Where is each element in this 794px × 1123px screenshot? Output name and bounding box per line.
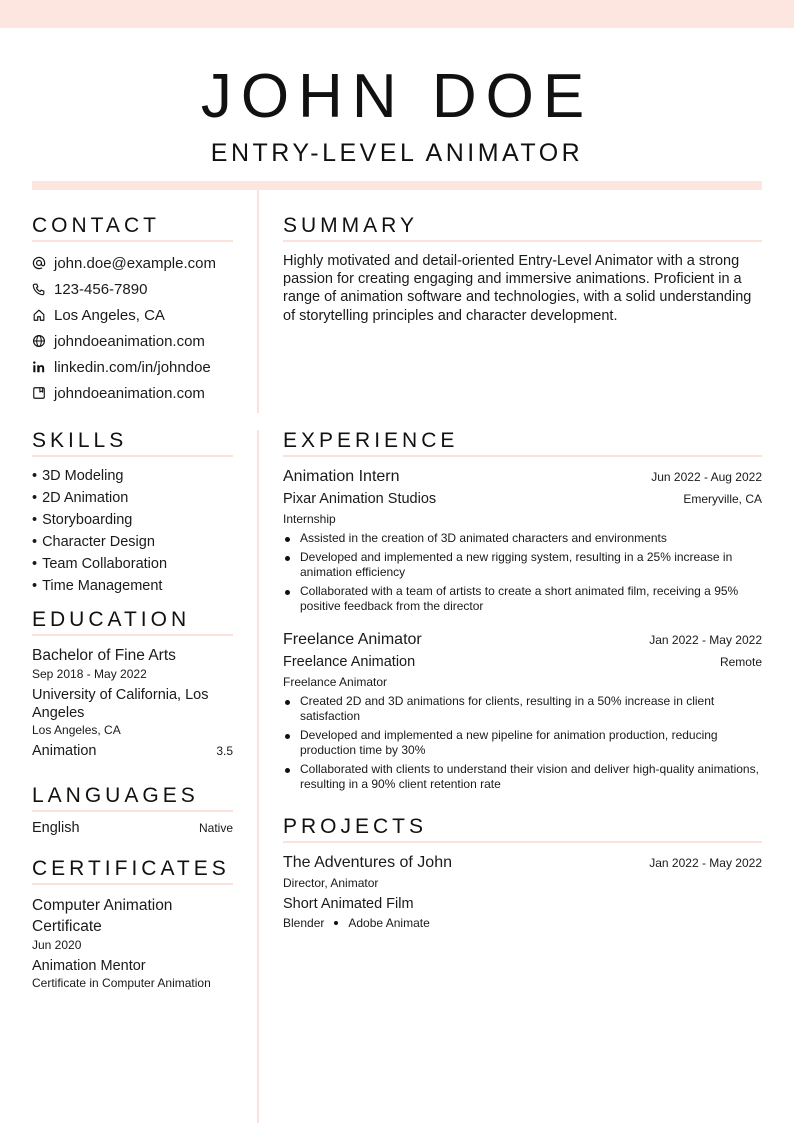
column-divider-top: [257, 190, 259, 413]
project-tool: Blender: [283, 916, 325, 930]
contact-item-portfolio[interactable]: [32, 380, 233, 406]
languages-section: [32, 784, 233, 836]
phone-icon: [32, 282, 46, 296]
skill-item: • Team Collaboration: [32, 553, 233, 575]
contact-item-location: [32, 302, 233, 328]
job-dates: Jan 2022 - May 2022: [649, 633, 762, 647]
languages-title: LANGUAGES: [32, 784, 233, 812]
skill-item: • Time Management: [32, 575, 233, 597]
job-company: Pixar Animation Studios: [283, 491, 437, 507]
certificates-section: [32, 857, 233, 991]
job-header: [283, 467, 762, 487]
resume-role: ENTRY-LEVEL ANIMATOR: [210, 139, 584, 167]
skill-item: • Storyboarding: [32, 509, 233, 531]
job-location: Emeryville, CA: [683, 492, 762, 506]
portfolio-icon: [32, 386, 46, 400]
experience-section: [283, 429, 762, 792]
job-bullets: [283, 531, 762, 614]
education-score: 3.5: [216, 744, 233, 758]
language-name: English: [32, 820, 80, 836]
language-row: [32, 820, 233, 836]
contact-linkedin: linkedin.com/in/johndoe: [54, 358, 211, 376]
project-entry: [283, 853, 762, 930]
contact-email: john.doe@example.com: [54, 254, 216, 272]
education-section: [32, 608, 233, 760]
project-dates: Jan 2022 - May 2022: [649, 856, 762, 870]
contact-portfolio: johndoeanimation.com: [54, 384, 205, 402]
resume-name: JOHN DOE: [200, 62, 594, 131]
projects-section: [283, 815, 762, 930]
job-type: Freelance Animator: [283, 675, 388, 689]
contact-list: [32, 250, 233, 406]
job-dates: Jun 2022 - Aug 2022: [651, 470, 762, 484]
job-company: Freelance Animation: [283, 654, 416, 670]
project-tools: [283, 916, 762, 930]
job-bullet: Collaborated with clients to understand their vision and deliver high-quality animations, resulting in a 90% client retention rate: [283, 762, 762, 792]
job-header: [283, 630, 762, 650]
job-company-row: [283, 653, 762, 671]
skill-item: • 2D Animation: [32, 487, 233, 509]
contact-title: CONTACT: [32, 214, 233, 242]
summary-text: Highly motivated and detail-oriented Entry-Level Animator with a strong passion for creating engaging and immersive animations. Proficient in a range of animation software and technologies, with a solid understanding of storytelling principles and character development.: [283, 253, 752, 324]
education-field-row: [32, 742, 233, 760]
job-bullet: Developed and implemented a new rigging system, resulting in a 25% increase in animation efficiency: [283, 550, 762, 580]
contact-item-phone[interactable]: [32, 276, 233, 302]
contact-item-website[interactable]: [32, 328, 233, 354]
project-title: The Adventures of John: [283, 854, 452, 871]
home-icon: [32, 308, 46, 322]
tool-separator: [334, 921, 338, 925]
summary-section: [283, 214, 762, 325]
job-entry: [283, 467, 762, 614]
project-tool: Adobe Animate: [348, 916, 430, 930]
education-dates: Sep 2018 - May 2022: [32, 667, 147, 681]
education-field: Animation: [32, 743, 97, 759]
column-divider-bottom: [257, 430, 259, 1123]
contact-section: [32, 214, 233, 406]
globe-icon: [32, 334, 46, 348]
skills-list: [32, 465, 233, 597]
project-description: Short Animated Film: [283, 896, 414, 912]
job-bullet: Developed and implemented a new pipeline for animation production, reducing production time by 30%: [283, 728, 762, 758]
job-company-row: [283, 490, 762, 508]
summary-title: SUMMARY: [283, 214, 762, 242]
job-title: Freelance Animator: [283, 631, 422, 648]
job-type: Internship: [283, 512, 336, 526]
skill-item: • 3D Modeling: [32, 465, 233, 487]
skills-section: [32, 429, 233, 597]
contact-phone: 123-456-7890: [54, 280, 148, 298]
project-header: [283, 853, 762, 873]
certificate-date: Jun 2020: [32, 938, 82, 952]
job-bullet: Collaborated with a team of artists to create a short animated film, receiving a 95% positive feedback from the director: [283, 584, 762, 614]
contact-website: johndoeanimation.com: [54, 332, 205, 350]
education-location: Los Angeles, CA: [32, 723, 121, 737]
header-divider: [32, 181, 762, 190]
certificate-name: Computer Animation Certificate: [32, 897, 173, 935]
skills-title: SKILLS: [32, 429, 233, 457]
projects-title: PROJECTS: [283, 815, 762, 843]
job-title: Animation Intern: [283, 468, 400, 485]
experience-title: EXPERIENCE: [283, 429, 762, 457]
job-bullets: [283, 694, 762, 792]
language-level: Native: [198, 821, 233, 835]
certificates-title: CERTIFICATES: [32, 857, 233, 885]
project-role: Director, Animator: [283, 876, 379, 890]
education-degree: Bachelor of Fine Arts: [32, 647, 176, 664]
top-accent-band: [0, 0, 794, 28]
certificate-name: Animation Mentor: [32, 958, 146, 974]
job-entry: [283, 630, 762, 792]
education-title: EDUCATION: [32, 608, 233, 636]
job-bullet: Created 2D and 3D animations for clients, resulting in a 50% increase in client satisfaction: [283, 694, 762, 724]
linkedin-icon: [32, 360, 46, 374]
certificate-detail: Certificate in Computer Animation: [32, 976, 211, 990]
job-bullet: Assisted in the creation of 3D animated characters and environments: [283, 531, 762, 546]
contact-item-email[interactable]: [32, 250, 233, 276]
job-location: Remote: [719, 655, 762, 669]
skill-item: • Character Design: [32, 531, 233, 553]
education-school: University of California, Los Angeles: [32, 687, 209, 721]
contact-location: Los Angeles, CA: [54, 306, 165, 324]
contact-item-linkedin[interactable]: [32, 354, 233, 380]
at-icon: [32, 256, 46, 270]
